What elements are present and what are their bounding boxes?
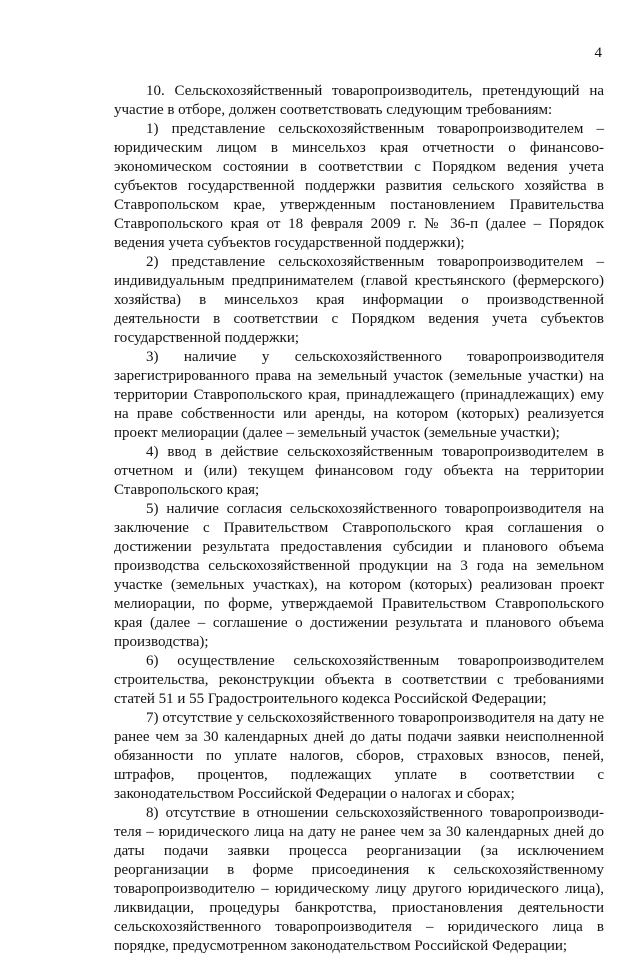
clause-10-intro: 10. Сельскохозяйственный товаропроизводитель, претендующий на участие в отборе, должен соответствовать следующим требованиям: [114, 83, 604, 118]
requirement-item-8: 8) отсутствие в отношении сельскохозяйственного товаропроизводителя – юридического лица на дату не ранее чем за 30 календарных дней до даты подачи заявки процесса реорганизации (за исключением реорганизации в форме присоединения к сельскохозяйственному товаропроизводителю – юридическому лицу другого юридического лица), ликвидации, процедуры банкротства, приостановления деятельности сельскохозяйственного товаропроизводителя – юридического лица в порядке, предусмотренном законодательством Российской Федерации; [114, 805, 604, 954]
requirement-item-2: 2) представление сельскохозяйственным товаропроизводителем – индивидуальным предпринимателем (главой крестьянского (фермерского) хозяйства) в минсельхоз края информации о производственной деятельности в соответствии с Порядком ведения учета субъектов государственной поддержки; [114, 254, 604, 346]
requirement-item-7: 7) отсутствие у сельскохозяйственного товаропроизводителя на дату не ранее чем за 30 календарных дней до даты подачи заявки неисполненной обязанности по уплате налогов, сборов, страховых взносов, пеней, штрафов, процентов, подлежащих уплате в соответствии с законодательством Российской Федерации о налогах и сборах; [114, 710, 604, 802]
requirement-item-1: 1) представление сельскохозяйственным товаропроизводителем – юридическим лицом в минсельхоз края отчетности о финансово-экономическом состоянии в соответствии с Порядком ведения учета субъектов государственной поддержки развития сельского хозяйства в Ставропольском крае, утвержденным постановлением Правительства Ставропольского края от 18 февраля 2009 г. № 36-п (далее – Порядок ведения учета субъектов государственной поддержки); [114, 121, 604, 251]
requirement-item-5: 5) наличие согласия сельскохозяйственного товаропроизводителя на заключение с Правительством Ставропольского края соглашения о достижении результата предоставления субсидии и планового объема производства сельскохозяйственной продукции на 3 года на земельном участке (земельных участках), на котором (которых) реализован проект мелиорации, по форме, утверждаемой Правительством Ставропольского края (далее – соглашение о достижении результата и планового объема производства); [114, 501, 604, 650]
document-body [114, 82, 604, 956]
requirement-item-4: 4) ввод в действие сельскохозяйственным товаропроизводителем в отчетном и (или) текущем финансовом году объекта на территории Ставропольского края; [114, 444, 604, 498]
requirement-item-3: 3) наличие у сельскохозяйственного товаропроизводителя зарегистрированного права на земельный участок (земельные участки) на территории Ставропольского края, принадлежащего (принадлежащих) ему на праве собственности или аренды, на котором (которых) реализуется проект мелиорации (далее – земельный участок (земельные участки); [114, 349, 604, 441]
page-number: 4 [594, 45, 602, 61]
requirement-item-6: 6) осуществление сельскохозяйственным товаропроизводителем строительства, реконструкции объекта в соответствии с требованиями статей 51 и 55 Градостроительного кодекса Российской Федерации; [114, 653, 604, 707]
